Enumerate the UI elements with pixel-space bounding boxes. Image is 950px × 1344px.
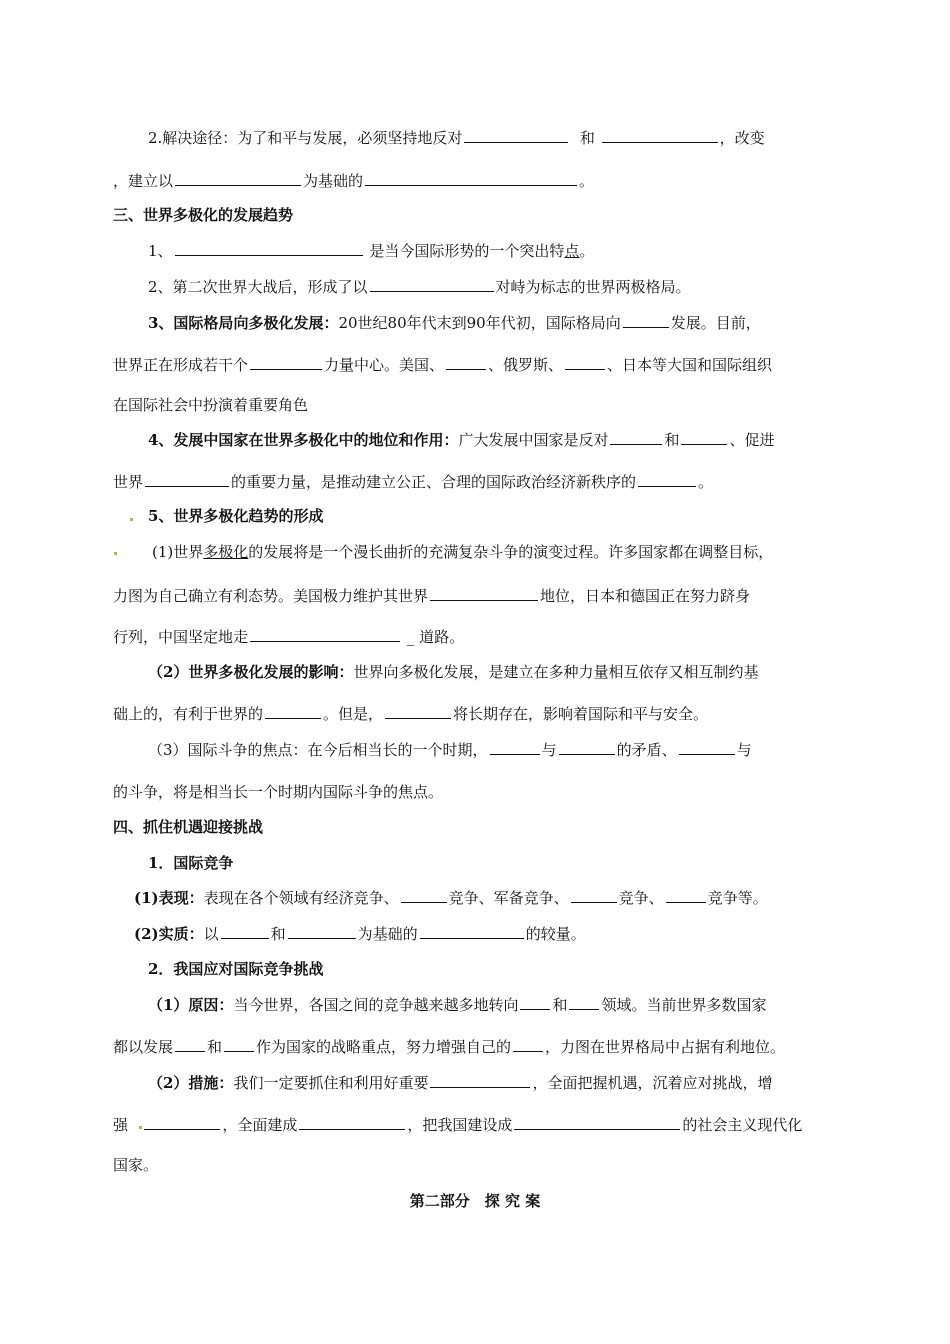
text-line: 的斗争，将是相当长一个时期内国际斗争的焦点。 [113,783,444,801]
text: 为基础的 [357,925,418,943]
text: ，把我国建设成 [407,1116,513,1134]
text: 。 [698,473,714,491]
fill-blank [666,888,706,903]
text: 与 [736,741,752,759]
fill-blank [175,171,301,186]
text-line [113,355,772,375]
fill-blank [513,1037,543,1052]
text: 点 [564,242,580,260]
section-heading: 三、世界多极化的发展趋势 [113,206,294,224]
fill-blank [145,472,229,487]
text: 础上的，有利于世界的 [113,705,264,723]
text: 的矛盾、 [616,741,677,759]
bold-label: （1）原因： [148,996,234,1014]
text: 和 [552,996,568,1014]
fill-blank [420,924,524,939]
text: 强 [113,1116,129,1134]
fill-blank [569,995,599,1010]
text-line [148,313,761,333]
fill-blank [250,355,322,370]
fill-blank [430,586,538,601]
text: 的发展将是一个漫长曲折的充满复杂斗争的演变过程。许多国家都在调整目标， [248,543,774,561]
part-title: 第二部分 探 究 案 [409,1192,541,1210]
text: 和 [579,129,595,147]
bold-label: 3、国际格局向多极化发展： [148,314,339,332]
text-line [134,924,586,944]
text: 的较量。 [525,925,586,943]
fill-blank [288,924,356,939]
text: ，全面建成 [222,1116,298,1134]
text: 1、 [148,242,173,260]
scan-dot [130,518,133,521]
text: 世界向多极化发展，是建立在多种力量相互依存又相互制约基 [353,663,759,681]
text: 、俄罗斯、 [488,356,564,374]
text-line [113,1037,785,1057]
fill-blank [221,924,269,939]
text: 竞争、军备竞争、 [448,889,569,907]
text: 与 [541,741,557,759]
fill-blank [175,1037,205,1052]
text: 2.解决途径：为了和平与发展，必须坚持地反对 [148,129,463,147]
text: 为基础的 [303,172,364,190]
fill-blank [514,1115,680,1130]
text-line [148,662,758,682]
text-line [148,1073,772,1093]
text: 20世纪80年代末到90年代初，国际格局向 [338,314,621,332]
text-line [152,542,773,562]
bold-label: （2）措施： [148,1074,234,1092]
text: 。 [579,242,595,260]
fill-blank [638,472,696,487]
fill-blank [175,241,363,256]
text: _ 道路。 [406,628,465,646]
fill-blank [565,355,605,370]
text-line [134,888,768,908]
fill-blank [679,740,735,755]
text-line: 国家。 [113,1156,159,1174]
text-line [148,995,767,1015]
text: 广大发展中国家是反对 [458,431,609,449]
fill-blank [250,627,400,642]
text: 当今世界，各国之间的竞争越来越多地转向 [233,996,519,1014]
text: 地位，日本和德国正在努力跻身 [540,587,751,605]
text: (1)世界 [152,543,204,561]
fill-blank [224,1037,254,1052]
text-line [113,171,594,191]
fill-blank [571,888,617,903]
text: 竞争等。 [707,889,768,907]
text-line [113,472,713,492]
fill-blank [365,171,577,186]
text-line [148,241,594,261]
subsection-heading: 5、世界多极化趋势的形成 [148,507,324,525]
fill-blank [370,277,494,292]
text: 发展。目前， [670,314,761,332]
subsection-heading: 2．我国应对国际竞争挑战 [148,960,324,978]
text-line [113,627,464,647]
text: 和 [270,925,286,943]
text: ，改变 [719,129,765,147]
fill-blank [446,355,486,370]
fill-blank [520,995,550,1010]
text: 我们一定要抓住和利用好重要 [233,1074,429,1092]
text-line [148,128,765,148]
text: 竞争、 [618,889,664,907]
text: 将长期存在，影响着国际和平与安全。 [453,705,709,723]
fill-blank [464,128,568,143]
text: ，建立以 [113,172,174,190]
text: ，力图在世界格局中占据有利地位。 [545,1038,786,1056]
fill-blank [490,740,540,755]
bold-label: (2)实质： [134,925,204,943]
fill-blank [559,740,615,755]
text: （3）国际斗争的焦点：在今后相当长的一个时期， [148,741,488,759]
text-line [148,740,752,760]
section-heading: 四、抓住机遇迎接挑战 [113,818,264,836]
fill-blank [265,704,321,719]
bold-label: （2）世界多极化发展的影响： [148,663,354,681]
fill-blank [430,1073,530,1088]
text: ，全面把握机遇，沉着应对挑战，增 [532,1074,773,1092]
text: 领域。当前世界多数国家 [601,996,767,1014]
subsection-heading: 1．国际竞争 [148,854,234,872]
fill-blank [602,128,718,143]
text: 世界正在形成若干个 [113,356,249,374]
text: 和 [664,431,680,449]
text: 2、第二次世界大战后，形成了以 [148,278,368,296]
text: 作为国家的战略重点，努力增强自己的 [256,1038,512,1056]
bold-label: (1)表现： [134,889,204,907]
text: 对峙为标志的世界两极格局。 [495,278,691,296]
text-line [148,277,691,297]
fill-blank [610,430,662,445]
text-line [113,586,750,606]
fill-blank [299,1115,405,1130]
text: 表现在各个领域有经济竞争、 [203,889,399,907]
text-line: 在国际社会中扮演着重要角色 [113,396,309,414]
bold-label: 4、发展中国家在世界多极化中的地位和作用： [148,431,459,449]
text-line [113,1115,802,1135]
text: 世界 [113,473,144,491]
text: 力量中心。美国、 [324,356,445,374]
fill-blank [144,1115,220,1130]
text: 都以发展 [113,1038,174,1056]
text: 多极化 [203,543,249,561]
text-line [148,430,775,450]
text: 。 [579,172,595,190]
fill-blank [401,888,447,903]
fill-blank [623,313,669,328]
text: 、促进 [729,431,775,449]
text: 。但是， [323,705,384,723]
fill-blank [681,430,727,445]
text: 以 [203,925,219,943]
text: 的社会主义现代化 [682,1116,803,1134]
text-line [113,704,708,724]
text: 行列，中国坚定地走 [113,628,249,646]
text: 和 [207,1038,223,1056]
text: 的重要力量，是推动建立公正、合理的国际政治经济新秩序的 [231,473,637,491]
fill-blank [385,704,451,719]
text: 力图为自己确立有利态势。美国极力维护其世界 [113,587,429,605]
text: 是当今国际形势的一个突出特 [369,242,565,260]
scan-dot [114,552,117,555]
text: 、日本等大国和国际组织 [607,356,773,374]
